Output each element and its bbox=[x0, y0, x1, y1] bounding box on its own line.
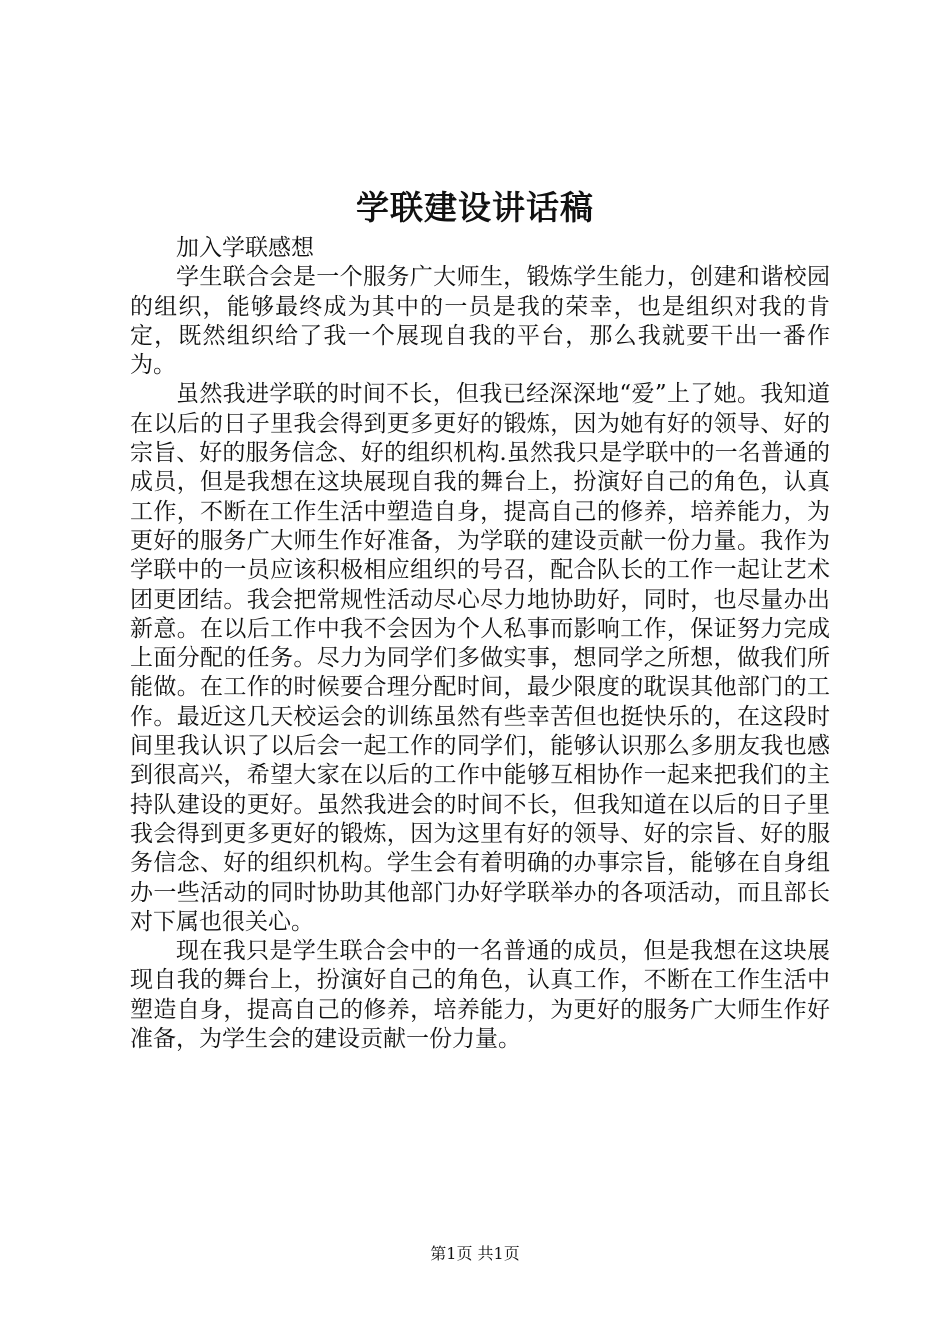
paragraph: 现在我只是学生联合会中的一名普通的成员，但是我想在这块展现自我的舞台上，扮演好自己的角色，认真工作，不断在工作生活中塑造自身，提高自己的修养，培养能力，为更好的服务广大师生作好准备，为学生会的建设贡献一份力量。 bbox=[130, 938, 830, 1053]
paragraph: 虽然我进学联的时间不长，但我已经深深地“爱”上了她。我知道在以后的日子里我会得到更多更好的锻炼，因为她有好的领导、好的宗旨、好的服务信念、好的组织机构.虽然我只是学联中的一名普通的成员，但是我想在这块展现自我的舞台上，扮演好自己的角色，认真工作，不断在工作生活中塑造自身，提高自己的修养，培养能力，为更好的服务广大师生作好准备，为学联的建设贡献一份力量。我作为学联中的一员应该积极相应组织的号召，配合队长的工作一起让艺术团更团结。我会把常规性活动尽心尽力地协助好，同时，也尽量办出新意。在以后工作中我不会因为个人私事而影响工作，保证努力完成上面分配的任务。尽力为同学们多做实事，想同学之所想，做我们所能做。在工作的时候要合理分配时间，最少限度的耽误其他部门的工作。最近这几天校运会的训练虽然有些幸苦但也挺快乐的，在这段时间里我认识了以后会一起工作的同学们，能够认识那么多朋友我也感到很高兴，希望大家在以后的工作中能够互相协作一起来把我们的主持队建设的更好。虽然我进会的时间不长，但我知道在以后的日子里我会得到更多更好的锻炼，因为这里有好的领导、好的宗旨、好的服务信念、好的组织机构。学生会有着明确的办事宗旨，能够在自身组办一些活动的同时协助其他部门办好学联举办的各项活动，而且部长对下属也很关心。 bbox=[130, 381, 830, 935]
paragraph: 学生联合会是一个服务广大师生，锻炼学生能力，创建和谐校园的组织，能够最终成为其中的一员是我的荣幸，也是组织对我的肯定，既然组织给了我一个展现自我的平台，那么我就要干出一番作为。 bbox=[130, 264, 830, 379]
document-subtitle: 加入学联感想 bbox=[176, 235, 314, 261]
document-title: 学联建设讲话稿 bbox=[356, 188, 594, 227]
page-footer: 第1页 共1页 bbox=[430, 1244, 520, 1263]
document-body bbox=[130, 234, 830, 1054]
